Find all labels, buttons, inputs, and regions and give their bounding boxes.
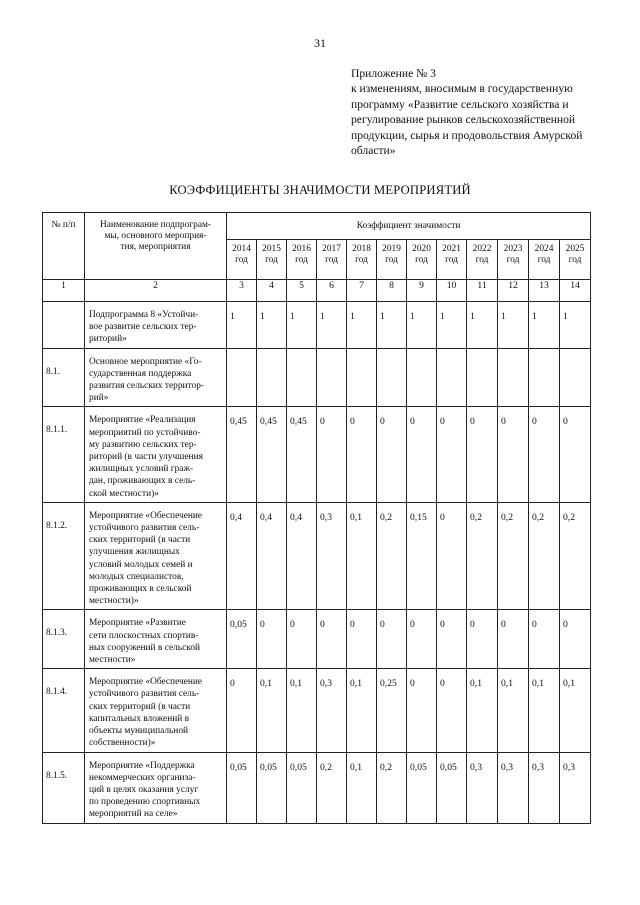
column-number: 5 <box>287 280 317 302</box>
header-name-line: Наименование подпрограм- <box>99 220 212 230</box>
row-value: 0 <box>560 407 591 502</box>
row-value: 1 <box>437 302 467 349</box>
header-year-suffix: год <box>265 255 278 265</box>
row-value: 1 <box>347 302 377 349</box>
appendix-note <box>351 66 611 158</box>
row-name <box>85 348 227 407</box>
row-name-line: мероприятий на селе» <box>89 809 178 820</box>
header-name-line: тия, мероприятия <box>120 242 191 252</box>
row-value: 0 <box>437 407 467 502</box>
table-row <box>43 302 591 349</box>
row-value: 0 <box>437 669 467 752</box>
row-number: 8.1.5. <box>43 752 85 823</box>
row-name-line: ских территорий (в части <box>89 701 191 712</box>
row-name <box>85 752 227 823</box>
row-value <box>347 348 377 407</box>
row-value: 0 <box>437 502 467 610</box>
row-value: 0 <box>498 610 529 669</box>
header-coefficient: Коэффициент значимости <box>227 213 591 240</box>
row-name-line: проживающих в сельской <box>89 584 192 595</box>
row-value: 0,1 <box>347 502 377 610</box>
header-year <box>257 240 287 280</box>
column-number: 6 <box>317 280 347 302</box>
table-row <box>43 502 591 610</box>
row-value <box>317 348 347 407</box>
row-name-line: Мероприятие «Реализация <box>89 415 196 426</box>
row-name <box>85 302 227 349</box>
row-name-line: рий» <box>89 393 109 404</box>
row-name-line: условий молодых семей и <box>89 559 193 570</box>
row-value: 0,05 <box>437 752 467 823</box>
row-number: 8.1. <box>43 348 85 407</box>
row-name-line: Основное мероприятие «Го- <box>89 356 202 367</box>
document-title: КОЭФФИЦИЕНТЫ ЗНАЧИМОСТИ МЕРОПРИЯТИЙ <box>169 183 471 197</box>
row-name-line: по проведению спортивных <box>89 797 201 808</box>
row-value: 0 <box>498 407 529 502</box>
header-year-suffix: год <box>355 255 368 265</box>
row-name-line: дан, проживающих в сель- <box>89 476 196 487</box>
row-value: 0 <box>317 407 347 502</box>
row-value: 0 <box>437 610 467 669</box>
header-number: № п/п <box>43 213 85 280</box>
row-value: 1 <box>227 302 257 349</box>
row-value: 0,1 <box>257 669 287 752</box>
row-value: 0,15 <box>407 502 437 610</box>
header-year-value: 2020 <box>412 244 431 254</box>
row-name-line: риторий (в части улучшения <box>89 452 203 463</box>
row-number <box>43 302 85 349</box>
row-value: 0,2 <box>560 502 591 610</box>
row-value: 0 <box>377 407 407 502</box>
row-number: 8.1.2. <box>43 502 85 610</box>
row-name <box>85 502 227 610</box>
row-value <box>227 348 257 407</box>
row-value: 0 <box>529 610 560 669</box>
row-name-line: Подпрограмма 8 «Устойчи- <box>89 310 199 320</box>
header-year <box>347 240 377 280</box>
row-value: 0 <box>467 407 498 502</box>
row-value: 0,2 <box>498 502 529 610</box>
row-value <box>498 348 529 407</box>
row-value: 0,4 <box>257 502 287 610</box>
row-name-line: жилищных условий граж- <box>89 464 194 475</box>
row-value: 0 <box>347 610 377 669</box>
row-value: 0,4 <box>227 502 257 610</box>
header-year-value: 2024 <box>534 244 554 254</box>
row-value: 0 <box>347 407 377 502</box>
row-value: 0,1 <box>347 752 377 823</box>
row-name-line: ской местности)» <box>89 488 159 499</box>
header-year <box>437 240 467 280</box>
row-name-line: мероприятий по устойчиво- <box>89 427 201 438</box>
column-number: 12 <box>498 280 529 302</box>
row-value: 0,3 <box>317 502 347 610</box>
row-value: 0,1 <box>467 669 498 752</box>
row-value: 1 <box>498 302 529 349</box>
row-name-line: сударственная поддержка <box>89 368 192 379</box>
table-row <box>43 348 591 407</box>
row-name-line: устойчивого развития сель- <box>89 523 200 534</box>
row-value: 0,3 <box>317 669 347 752</box>
header-name <box>85 213 227 280</box>
appendix-line: Приложение № 3 <box>351 67 436 80</box>
row-value: 0 <box>467 610 498 669</box>
row-value: 0 <box>407 407 437 502</box>
row-name-line: улучшения жилищных <box>89 547 180 558</box>
header-year <box>560 240 591 280</box>
header-year-value: 2023 <box>503 244 523 254</box>
column-number: 10 <box>437 280 467 302</box>
row-name-line: молодых специалистов, <box>89 571 184 582</box>
header-year-value: 2021 <box>442 244 461 254</box>
row-value: 0 <box>317 610 347 669</box>
row-name-line: вое развитие сельских тер- <box>89 322 197 333</box>
column-number: 2 <box>85 280 227 302</box>
header-year-value: 2025 <box>565 244 585 254</box>
row-value: 0,25 <box>377 669 407 752</box>
header-year-value: 2019 <box>382 244 401 254</box>
header-year-value: 2016 <box>292 244 311 254</box>
row-value: 0,3 <box>560 752 591 823</box>
row-name <box>85 407 227 502</box>
table-row <box>43 669 591 752</box>
header-year <box>529 240 560 280</box>
row-value: 0,1 <box>287 669 317 752</box>
header-year-value: 2017 <box>322 244 341 254</box>
row-value: 1 <box>377 302 407 349</box>
row-value <box>377 348 407 407</box>
header-year-suffix: год <box>385 255 398 265</box>
appendix-line: регулирование рынков сельскохозяйственной <box>351 113 576 127</box>
header-name-line: мы, основного мероприя- <box>104 231 207 241</box>
column-number: 9 <box>407 280 437 302</box>
row-name-line: Мероприятие «Обеспечение <box>89 677 203 688</box>
row-value: 0,45 <box>287 407 317 502</box>
row-name-line: сети плоскостных спортив- <box>89 630 199 641</box>
row-name-line: му развитию сельских тер- <box>89 439 197 450</box>
row-value: 0 <box>377 610 407 669</box>
row-name-line: устойчивого развития сель- <box>89 689 200 700</box>
row-name-line: некоммерческих организа- <box>89 772 196 783</box>
header-year <box>377 240 407 280</box>
row-value: 0,4 <box>287 502 317 610</box>
row-value: 1 <box>257 302 287 349</box>
row-name-line: Мероприятие «Развитие <box>89 618 186 629</box>
header-year-suffix: год <box>537 255 551 265</box>
header-year-value: 2022 <box>472 244 492 254</box>
page-number: 31 <box>314 36 326 50</box>
row-value <box>560 348 591 407</box>
header-year-suffix: год <box>445 255 458 265</box>
row-value <box>257 348 287 407</box>
header-year-suffix: год <box>415 255 428 265</box>
table-row <box>43 752 591 823</box>
row-value <box>407 348 437 407</box>
row-value: 0,05 <box>257 752 287 823</box>
row-name-line: развития сельских территор- <box>89 381 205 392</box>
row-value: 0,2 <box>467 502 498 610</box>
coefficients-table <box>42 212 591 824</box>
row-name-line: риторий» <box>89 334 127 345</box>
header-year <box>407 240 437 280</box>
row-value: 0,1 <box>347 669 377 752</box>
row-value: 0,45 <box>227 407 257 502</box>
header-year-value: 2014 <box>232 244 251 254</box>
row-value: 0,05 <box>227 752 257 823</box>
row-name-line: собственности)» <box>89 738 156 749</box>
row-value <box>467 348 498 407</box>
row-value: 1 <box>287 302 317 349</box>
header-year-suffix: год <box>475 255 489 265</box>
row-value: 0,05 <box>287 752 317 823</box>
row-value: 0 <box>257 610 287 669</box>
header-year-suffix: год <box>295 255 308 265</box>
row-value: 1 <box>529 302 560 349</box>
row-value: 0,2 <box>377 752 407 823</box>
row-name-line: ций в целях оказания услуг <box>89 784 199 795</box>
table-row <box>43 610 591 669</box>
row-value: 0,2 <box>377 502 407 610</box>
column-number: 8 <box>377 280 407 302</box>
header-year <box>467 240 498 280</box>
row-value: 0,3 <box>529 752 560 823</box>
row-value: 0 <box>227 669 257 752</box>
row-name-line: местности» <box>89 655 136 666</box>
appendix-line: продукции, сырья и продовольствия Амурской <box>351 128 583 142</box>
row-value: 0,1 <box>529 669 560 752</box>
row-name-line: ных сооружений в сельской <box>89 642 201 653</box>
row-name <box>85 669 227 752</box>
row-value: 1 <box>317 302 347 349</box>
row-value: 0,3 <box>498 752 529 823</box>
row-name-line: капитальных вложений в <box>89 713 190 724</box>
column-number: 3 <box>227 280 257 302</box>
row-value: 1 <box>407 302 437 349</box>
row-name-line: местности)» <box>89 596 139 607</box>
appendix-line: программу «Развитие сельского хозяйства и <box>351 97 569 111</box>
row-name-line: Мероприятие «Поддержка <box>89 760 195 771</box>
header-year-suffix: год <box>325 255 338 265</box>
row-value: 1 <box>560 302 591 349</box>
row-value: 0,2 <box>529 502 560 610</box>
header-year-value: 2015 <box>262 244 281 254</box>
row-number: 8.1.4. <box>43 669 85 752</box>
header-year-value: 2018 <box>352 244 371 254</box>
header-year-suffix: год <box>568 255 582 265</box>
row-number: 8.1.3. <box>43 610 85 669</box>
column-number: 4 <box>257 280 287 302</box>
header-year <box>287 240 317 280</box>
appendix-line: к изменениям, вносимым в государственную <box>351 82 573 96</box>
header-year-suffix: год <box>506 255 520 265</box>
header-year <box>498 240 529 280</box>
row-value: 0,05 <box>407 752 437 823</box>
column-number: 1 <box>43 280 85 302</box>
row-value: 0 <box>407 610 437 669</box>
row-value: 0,1 <box>560 669 591 752</box>
row-value <box>529 348 560 407</box>
row-name-line: Мероприятие «Обеспечение <box>89 510 203 521</box>
row-value: 0 <box>560 610 591 669</box>
row-value: 1 <box>467 302 498 349</box>
header-year <box>317 240 347 280</box>
column-number: 14 <box>560 280 591 302</box>
row-name <box>85 610 227 669</box>
header-year <box>227 240 257 280</box>
row-value: 0 <box>287 610 317 669</box>
header-year-suffix: год <box>235 255 248 265</box>
row-value: 0 <box>407 669 437 752</box>
row-value: 0 <box>529 407 560 502</box>
row-value: 0,1 <box>498 669 529 752</box>
row-value: 0,2 <box>317 752 347 823</box>
row-name-line: объекты муниципальной <box>89 726 189 737</box>
row-value: 0,45 <box>257 407 287 502</box>
row-value: 0,05 <box>227 610 257 669</box>
row-number: 8.1.1. <box>43 407 85 502</box>
row-name-line: ских территорий (в части <box>89 535 191 546</box>
table-row <box>43 407 591 502</box>
column-number: 11 <box>467 280 498 302</box>
row-value <box>287 348 317 407</box>
column-number: 7 <box>347 280 377 302</box>
row-value <box>437 348 467 407</box>
appendix-line: области» <box>351 144 396 158</box>
column-number: 13 <box>529 280 560 302</box>
row-value: 0,3 <box>467 752 498 823</box>
